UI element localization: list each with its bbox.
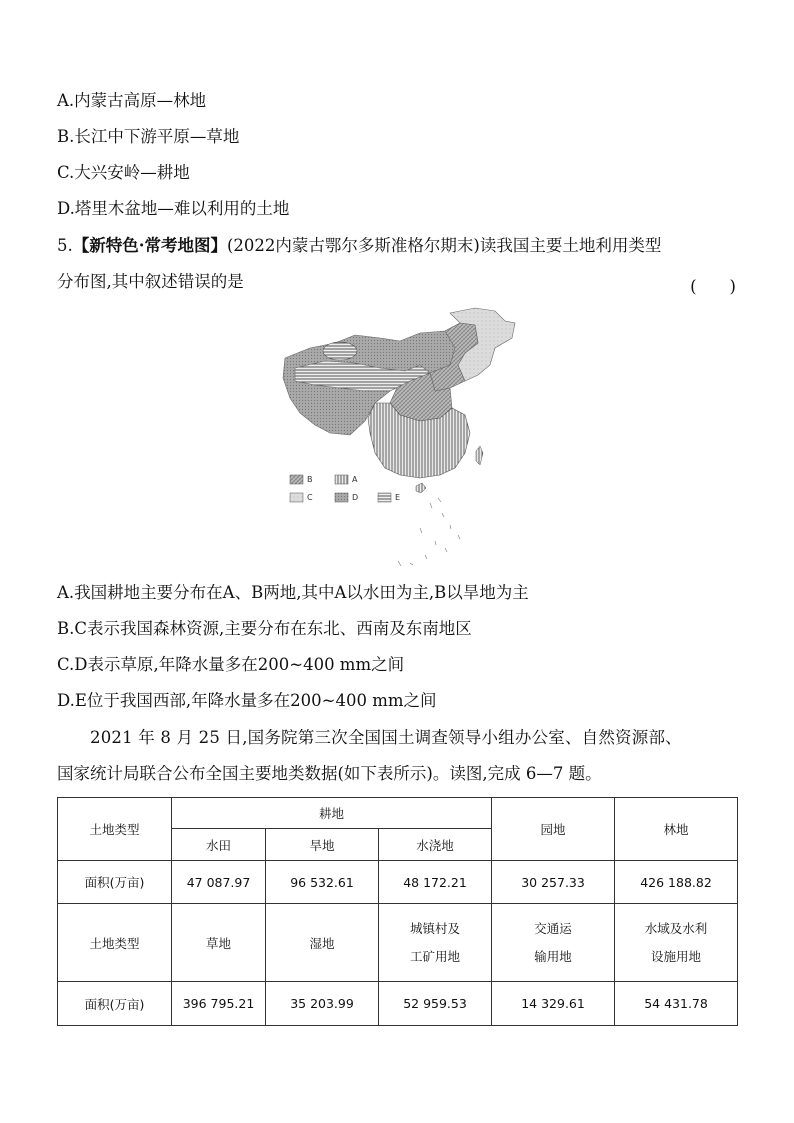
header-water [615,904,738,982]
answer-paren: ( ) [690,277,736,296]
header-town-l1: 城镇村及 [410,920,461,936]
question-source: (2022内蒙古鄂尔多斯准格尔期末) [227,236,480,255]
cell-value: 48 172.21 [379,861,492,904]
option-d-prev: D.塔里木盆地—难以利用的土地 [57,199,290,218]
region-e-basin [323,342,357,360]
option-b: B.C表示我国森林资源,主要分布在东北、西南及东南地区 [57,619,472,638]
row-area-label: 面积(万亩) [58,861,172,904]
header-trans-l1: 交通运 [534,920,572,936]
land-type-table [57,797,738,1026]
legend-e: E [395,493,401,502]
header-shuijiaodi: 水浇地 [379,829,492,861]
question-number: 5. [57,236,73,255]
header-trans-l2: 输用地 [534,948,572,964]
legend-d: D [352,493,359,502]
header-lindi: 林地 [615,798,738,861]
cell-value: 14 329.61 [492,982,615,1026]
option-a-prev: A.内蒙古高原—林地 [57,91,207,110]
option-c: C.D表示草原,年降水量多在200~400 mm之间 [57,655,405,674]
cell-value: 54 431.78 [615,982,738,1026]
region-a-taiwan [476,446,483,465]
header-handi: 旱地 [266,829,379,861]
cell-value: 426 188.82 [615,861,738,904]
header-water-l1: 水域及水利 [644,920,708,936]
option-c-prev: C.大兴安岭—耕地 [57,163,190,182]
header-gengdi: 耕地 [172,798,492,829]
header-town [379,904,492,982]
header-shidi: 湿地 [266,904,379,982]
land-use-map [280,303,530,571]
option-a: A.我国耕地主要分布在A、B两地,其中A以水田为主,B以旱地为主 [57,583,529,602]
legend-c: C [307,493,313,502]
header-shuitian: 水田 [172,829,266,861]
region-hainan [416,483,426,493]
question-tag: 【新特色·常考地图】 [72,236,227,255]
header-water-l2: 设施用地 [651,948,702,964]
legend-a: A [352,475,358,484]
intro-line-2: 国家统计局联合公布全国主要地类数据(如下表所示)。读图,完成 6—7 题。 [57,764,602,783]
question-5-stem [57,235,661,257]
header-yuandi: 园地 [492,798,615,861]
map-legend [290,475,400,502]
cell-value: 396 795.21 [172,982,266,1026]
cell-value: 30 257.33 [492,861,615,904]
header-transport [492,904,615,982]
cell-value: 35 203.99 [266,982,379,1026]
cell-value: 96 532.61 [266,861,379,904]
header-caodi: 草地 [172,904,266,982]
question-stem-2: 分布图,其中叙述错误的是 [57,272,244,291]
option-b-prev: B.长江中下游平原—草地 [57,127,240,146]
header-town-l2: 工矿用地 [410,948,461,964]
header-land-type-2: 土地类型 [58,904,172,982]
intro-line-1: 2021 年 8 月 25 日,国务院第三次全国国土调查领导小组办公室、自然资源部、 [90,728,682,747]
south-sea-islands [398,498,460,566]
cell-value: 47 087.97 [172,861,266,904]
question-stem-1: 读我国主要土地利用类型 [479,236,662,255]
row-area-label-2: 面积(万亩) [58,982,172,1026]
cell-value: 52 959.53 [379,982,492,1026]
legend-b: B [307,475,313,484]
option-d: D.E位于我国西部,年降水量多在200~400 mm之间 [57,691,437,710]
header-land-type: 土地类型 [58,798,172,861]
